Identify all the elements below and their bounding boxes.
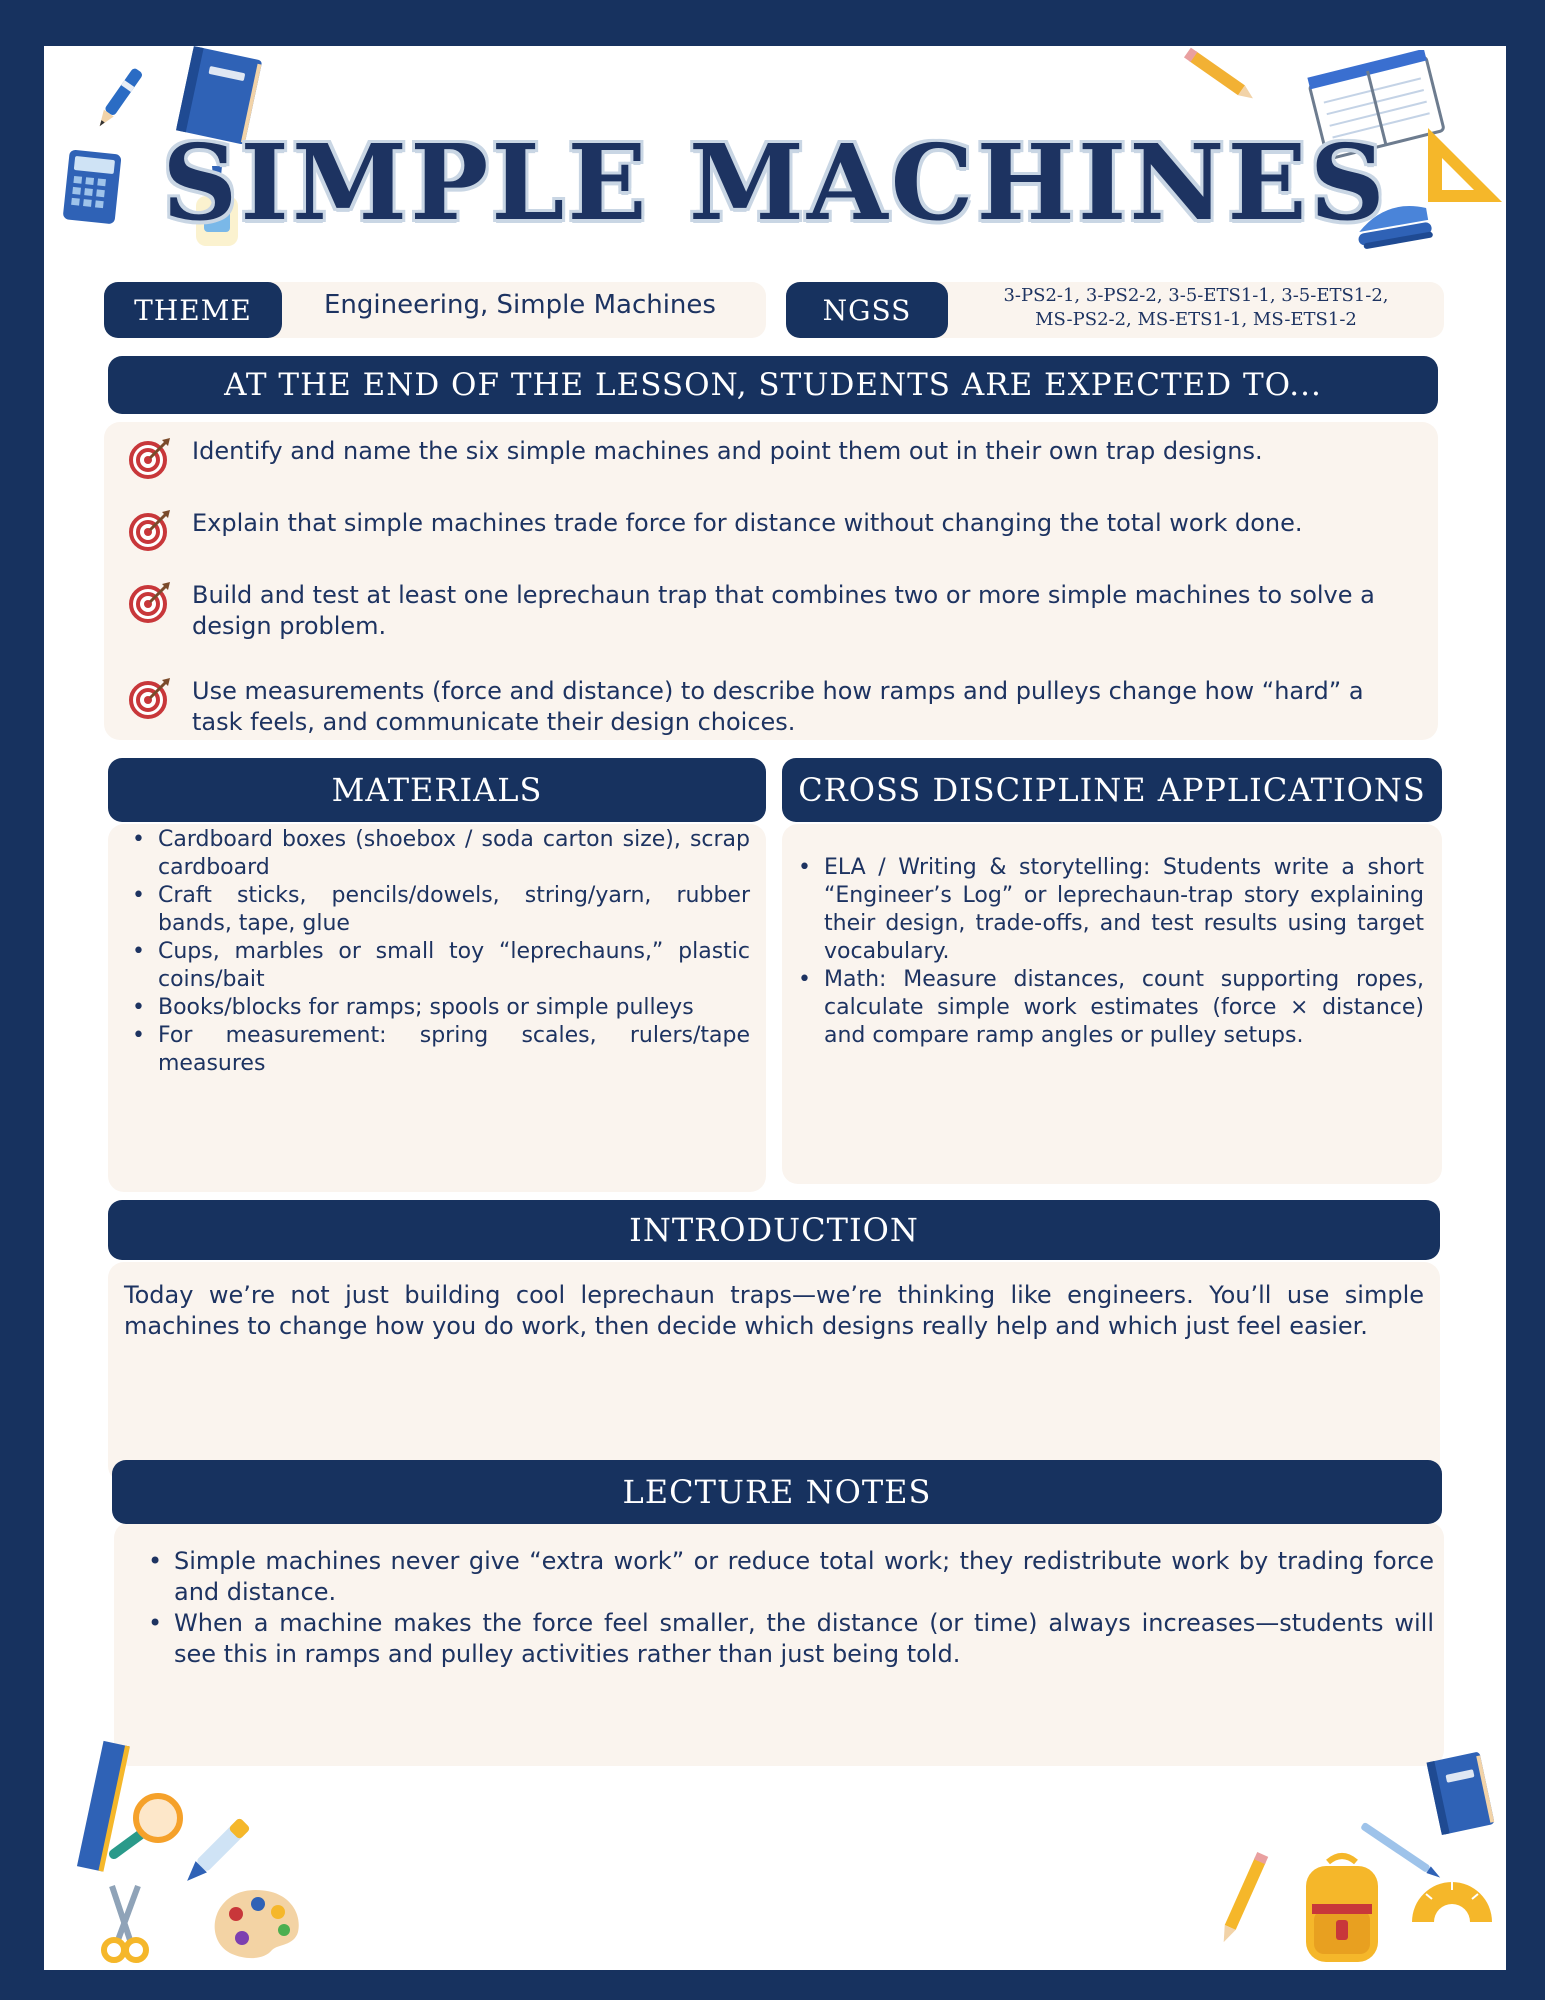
pencil-icon [1212, 1846, 1272, 1956]
materials-list [128, 826, 750, 1078]
list-item: • When a machine makes the force feel smaller, the distance (or time) always increases—students will see this in ramps and pulley activities rather than just being told. [144, 1608, 1434, 1670]
objectives-header: AT THE END OF THE LESSON, STUDENTS ARE EXPECTED TO... [108, 356, 1438, 414]
scissors-icon [90, 1878, 160, 1968]
list-item: • Simple machines never give “extra work” or reduce total work; they redistribute work by trading force and distance. [144, 1546, 1434, 1608]
materials-header: MATERIALS [108, 758, 766, 822]
ngss-label: NGSS [786, 282, 948, 338]
protractor-icon [1406, 1868, 1498, 1928]
introduction-text: Today we’re not just building cool leprechaun traps—we’re thinking like engineers. You’ll use simple machines to change how you do work, then decide which designs really help and which just feel easier. [124, 1281, 1424, 1340]
cross-list [794, 854, 1424, 1050]
target-icon [128, 580, 172, 624]
objective-item [128, 580, 1428, 642]
objective-text: Use measurements (force and distance) to describe how ramps and pulleys change how “hard” a task feels, and communicate their design choices. [192, 677, 1364, 736]
ngss-codes [956, 284, 1436, 332]
target-icon [128, 508, 172, 552]
pencil-icon [1176, 46, 1266, 106]
ngss-line-2: MS-PS2-2, MS-ETS1-1, MS-ETS1-2 [1035, 309, 1357, 330]
objective-item [128, 676, 1428, 738]
target-icon [128, 676, 172, 720]
list-item: • Cups, marbles or small toy “leprechauns,” plastic coins/bait [128, 938, 750, 994]
lecture-header: LECTURE NOTES [112, 1460, 1442, 1524]
list-item: • Math: Measure distances, count supporting ropes, calculate simple work estimates (force × distance) and compare ramp angles or pulley setups. [794, 966, 1424, 1050]
page [44, 46, 1506, 1970]
list-item: • Cardboard boxes (shoebox / soda carton size), scrap cardboard [128, 826, 750, 882]
cross-header: CROSS DISCIPLINE APPLICATIONS [782, 758, 1442, 822]
list-item: • Books/blocks for ramps; spools or simple pulleys [128, 994, 750, 1022]
list-item: • For measurement: spring scales, rulers/tape measures [128, 1022, 750, 1078]
theme-value: Engineering, Simple Machines [324, 290, 716, 320]
objective-item [128, 436, 1263, 480]
theme-label: THEME [104, 282, 282, 338]
list-item: • Craft sticks, pencils/dowels, string/yarn, rubber bands, tape, glue [128, 882, 750, 938]
ngss-line-1: 3-PS2-1, 3-PS2-2, 3-5-ETS1-1, 3-5-ETS1-2, [1003, 285, 1389, 306]
page-title: SIMPLE MACHINES [162, 121, 1388, 244]
objective-item [128, 508, 1303, 552]
objective-text: Build and test at least one leprechaun trap that combines two or more simple machines to solve a design problem. [192, 581, 1375, 640]
objective-text: Explain that simple machines trade force for distance without changing the total work done. [192, 509, 1303, 537]
introduction-header: INTRODUCTION [108, 1200, 1440, 1260]
paint-palette-icon [206, 1884, 306, 1964]
objective-text: Identify and name the six simple machines and point them out in their own trap designs. [192, 437, 1263, 465]
target-icon [128, 436, 172, 480]
list-item: • ELA / Writing & storytelling: Students write a short “Engineer’s Log” or leprechaun-trap story explaining their design, trade-offs, and test results using target vocabulary. [794, 854, 1424, 966]
lecture-list [144, 1546, 1434, 1670]
